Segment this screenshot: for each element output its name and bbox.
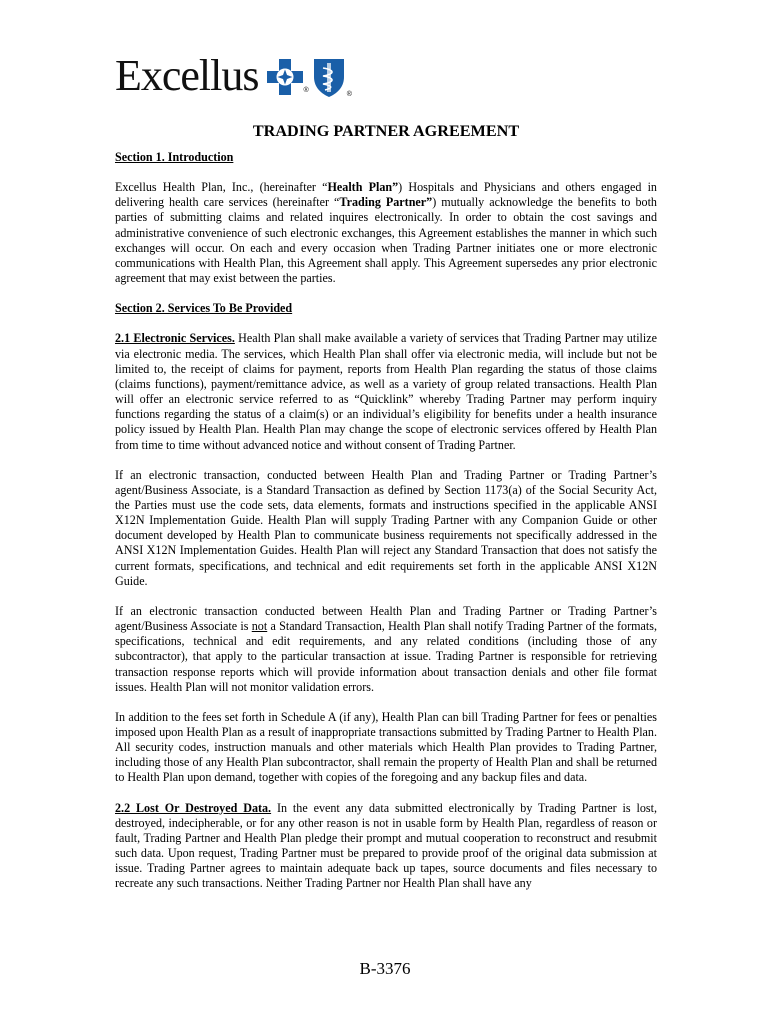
section-1-text-end: ) mutually acknowledge the benefits to both parties of submitting claims and related inquires electronically. In order to obtain the cost savings and administrative convenience of such electronic exchanges, this Agreement establishes the manner in which such exchanges will occur. On each and every occasion when Trading Partner initiates one or more electronic communications with Health Plan, this Agreement shall apply. This Agreement supersedes any prior electronic agreement that may exist between the parties. xyxy=(115,195,657,286)
section-2-1-heading: 2.1 Electronic Services. xyxy=(115,331,235,346)
section-1-paragraph xyxy=(115,180,657,286)
document-body xyxy=(115,121,657,907)
section-1-heading: Section 1. Introduction xyxy=(115,150,234,164)
blue-shield-icon xyxy=(311,57,347,99)
logo-marks xyxy=(265,57,352,99)
blue-cross-icon xyxy=(265,57,305,97)
document-title: TRADING PARTNER AGREEMENT xyxy=(252,122,520,140)
section-2-paragraph-4: In addition to the fees set forth in Schedule A (if any), Health Plan can bill Trading Partner for fees or penalties imposed upon Health Plan as a result of inappropriate transactions submitted by Trading Partner to Health Plan. All security codes, instruction manuals and other materials which Health Plan provides to Trading Partner, including those of any Health Plan subcontractor, shall remain the property of Health Plan and shall be returned to Health Plan upon demand, together with copies of the foregoing and any backup files and data. xyxy=(115,709,657,785)
registered-mark-2: ® xyxy=(346,91,352,98)
section-2-1-text: Health Plan shall make available a variety of services that Trading Partner may utilize via electronic media. The services, which Health Plan shall offer via electronic media, will include but not be limited to, the receipt of claims for payment, reports from Health Plan regarding the status of those claims (claims functions), payment/remittance advice, as well as a variety of group related transactions. Health Plan will offer an electronic service referred to as “Quicklink” whereby Trading Partner may perform inquiry functions regarding the status of a claim(s) or an individual’s eligibility for benefits under a health insurance policy issued by Health Plan. Health Plan may change the scope of electronic services offered by Health Plan from time to time without advanced notice and without consent of Trading Partner. xyxy=(115,331,658,452)
section-1-text-start: Excellus Health Plan, Inc., (hereinafter “ xyxy=(115,180,328,195)
section-2-paragraph-2: If an electronic transaction, conducted between Health Plan and Trading Partner or Trading Partner’s agent/Business Associate, is a Standard Transaction as defined by Section 1173(a) of the Social Security Act, the Parties must use the code sets, data elements, formats and instructions specified in the applicable ANSI X12N Implementation Guide. Health Plan will supply Trading Partner with any Companion Guide or other document developed by Health Plan to communicate business requirements not specifically addressed in the ANSI X12N Implementation Guides. Health Plan will reject any Standard Transaction that does not satisfy the current formats, specifications, and technical and edit requirements set forth in the applicable ANSI X12N Guide. xyxy=(115,467,657,588)
section-2-p3-start: If an electronic transaction conducted between Health Plan and Trading Partner or Trading Partner’s agent/Business Associate is xyxy=(115,603,657,634)
section-2-heading: Section 2. Services To Be Provided xyxy=(115,301,293,316)
registered-mark-1: ® xyxy=(303,87,309,94)
section-2-2-paragraph xyxy=(115,801,657,892)
section-2-2-text: In the event any data submitted electronically by Trading Partner is lost, destroyed, indecipherable, or for any other reason is not in usable form by Health Plan, regardless of reason or fault, Trading Partner and Health Plan pledge their prompt and mutual cooperation to reconstruct and resubmit such data. Upon request, Trading Partner must be prepared to provide proof of the original data submission at issue. Trading Partner agrees to maintain adequate back up tapes, source documents and files necessary to recreate any such transactions. Neither Trading Partner nor Health Plan shall have any xyxy=(115,800,657,891)
page-number: B-3376 xyxy=(359,959,411,978)
section-2-paragraph-3 xyxy=(115,604,657,695)
section-2-p3-end: a Standard Transaction, Health Plan shall notify Trading Partner of the formats, specifications, technical and edit requirements, and any related conditions (including those of any subcontractor), that apply to the particular transaction at issue. Trading Partner is responsible for retrieving transaction response reports which will provide information about transaction denials and other file format issues. Health Plan will not monitor validation errors. xyxy=(115,619,657,694)
health-plan-term: Health Plan” xyxy=(327,180,399,195)
section-1-text-mid: ) Hospitals and Physicians and others engaged in delivering health care services (hereinafter “ xyxy=(115,180,657,210)
brand-name: Excellus xyxy=(115,51,259,100)
section-2-1-paragraph xyxy=(115,331,657,452)
trading-partner-term: Trading Partner” xyxy=(339,195,433,210)
excellus-logo xyxy=(115,51,352,104)
section-2-2-heading: 2.2 Lost Or Destroyed Data. xyxy=(115,800,272,815)
emphasis-not: not xyxy=(251,619,268,634)
